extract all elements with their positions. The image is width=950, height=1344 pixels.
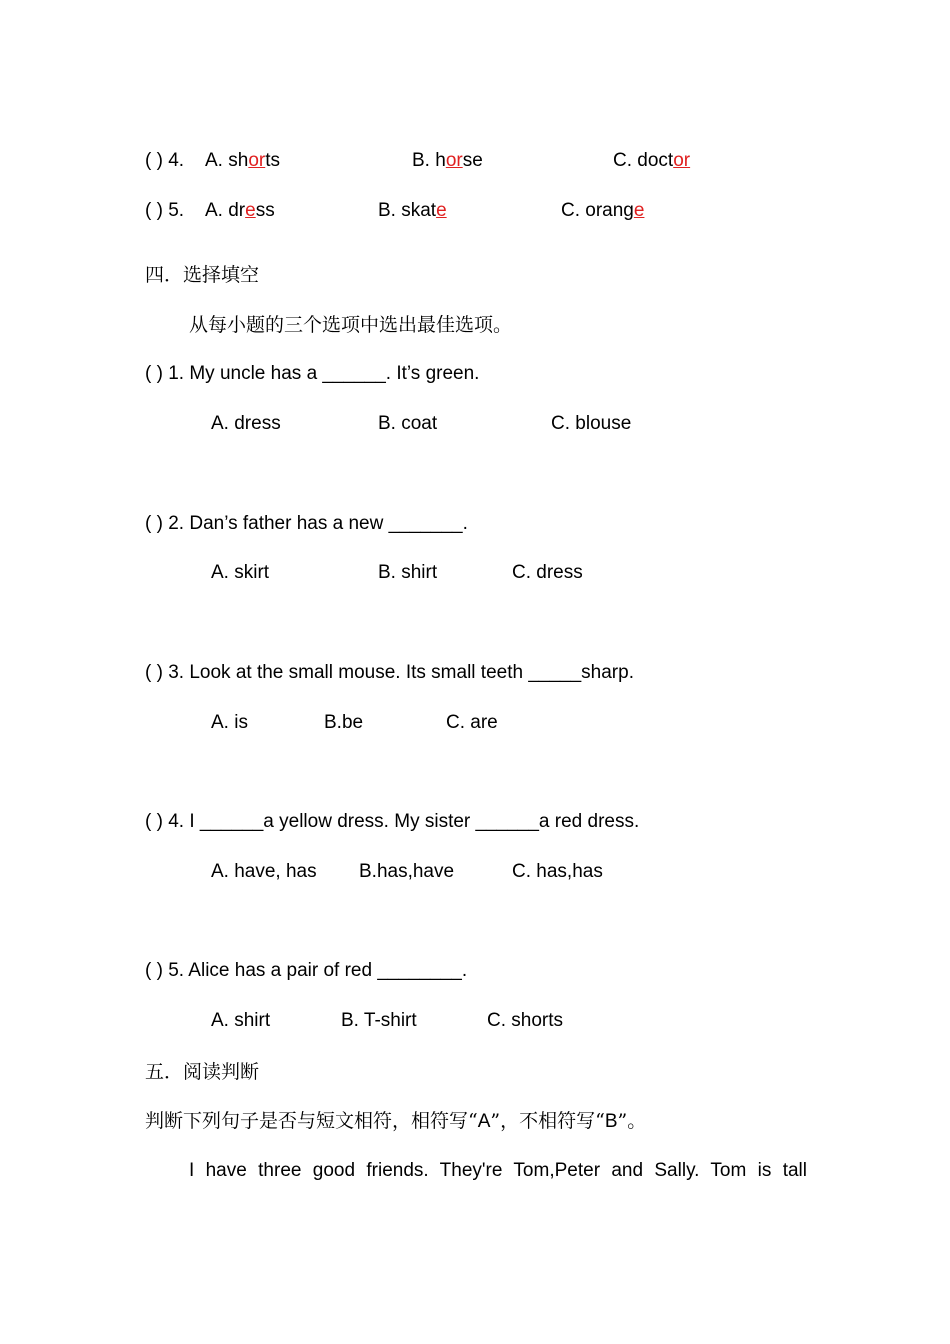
highlighted-letters: e — [436, 200, 447, 221]
answer-paren: ( ) — [145, 662, 163, 683]
option-a: A. shirt — [211, 1010, 271, 1031]
option-a: A. is — [211, 712, 248, 733]
answer-paren: ( ) — [145, 811, 163, 832]
section-4-heading: 四．选择填空 — [145, 264, 260, 286]
section-5-instruction: 判断下列句子是否与短文相符，相符写“A”，不相符写“B”。 — [145, 1110, 647, 1132]
option-b: B. coat — [378, 413, 438, 434]
option-b: B.has,have — [359, 861, 455, 882]
option-c: C. doctor — [613, 150, 691, 171]
option-a: A. skirt — [211, 562, 270, 583]
question-1 — [145, 362, 479, 386]
option-c: C. are — [446, 712, 498, 733]
option-c: C. orange — [561, 200, 645, 221]
answer-paren: ( ) — [145, 150, 163, 171]
phonics-question-5 — [145, 199, 184, 223]
highlighted-letters: e — [633, 200, 645, 221]
phonics-question-4 — [145, 149, 184, 173]
option-c: C. has,has — [512, 861, 603, 882]
option-a: A. dress — [211, 413, 281, 434]
reading-passage: I have three good friends. They're Tom,Peter and Sally. Tom is tall — [189, 1160, 807, 1181]
answer-paren: ( ) — [145, 200, 163, 221]
option-b: B. T-shirt — [341, 1010, 417, 1031]
option-a: A. shorts — [205, 150, 280, 171]
option-c: C. blouse — [551, 413, 632, 434]
question-number: 4. — [168, 150, 185, 171]
question-text: 5. Alice has a pair of red ________. — [168, 960, 468, 981]
highlighted-letters: or — [445, 150, 463, 171]
question-number: 5. — [168, 200, 185, 221]
highlighted-letters: or — [673, 150, 691, 171]
answer-paren: ( ) — [145, 513, 163, 534]
question-2 — [145, 512, 468, 536]
option-a: A. have, has — [211, 861, 317, 882]
section-4-instruction: 从每小题的三个选项中选出最佳选项。 — [189, 314, 513, 336]
question-3 — [145, 661, 634, 685]
answer-paren: ( ) — [145, 363, 163, 384]
option-c: C. shorts — [487, 1010, 564, 1031]
option-a: A. dress — [205, 200, 275, 221]
option-c: C. dress — [512, 562, 583, 583]
option-b: B. horse — [412, 150, 483, 171]
option-b: B. shirt — [378, 562, 438, 583]
question-text: 1. My uncle has a ______. It’s green. — [168, 363, 480, 384]
highlighted-letters: or — [248, 150, 266, 171]
question-5 — [145, 959, 467, 983]
question-4 — [145, 810, 639, 834]
highlighted-letters: e — [245, 200, 256, 221]
question-text: 3. Look at the small mouse. Its small teeth _____sharp. — [168, 662, 634, 683]
option-b: B. skate — [378, 200, 447, 221]
section-5-heading: 五．阅读判断 — [145, 1061, 260, 1083]
option-b: B.be — [324, 712, 364, 733]
question-text: 2. Dan’s father has a new _______. — [168, 513, 468, 534]
answer-paren: ( ) — [145, 960, 163, 981]
question-text: 4. I ______a yellow dress. My sister ______a red dress. — [168, 811, 640, 832]
